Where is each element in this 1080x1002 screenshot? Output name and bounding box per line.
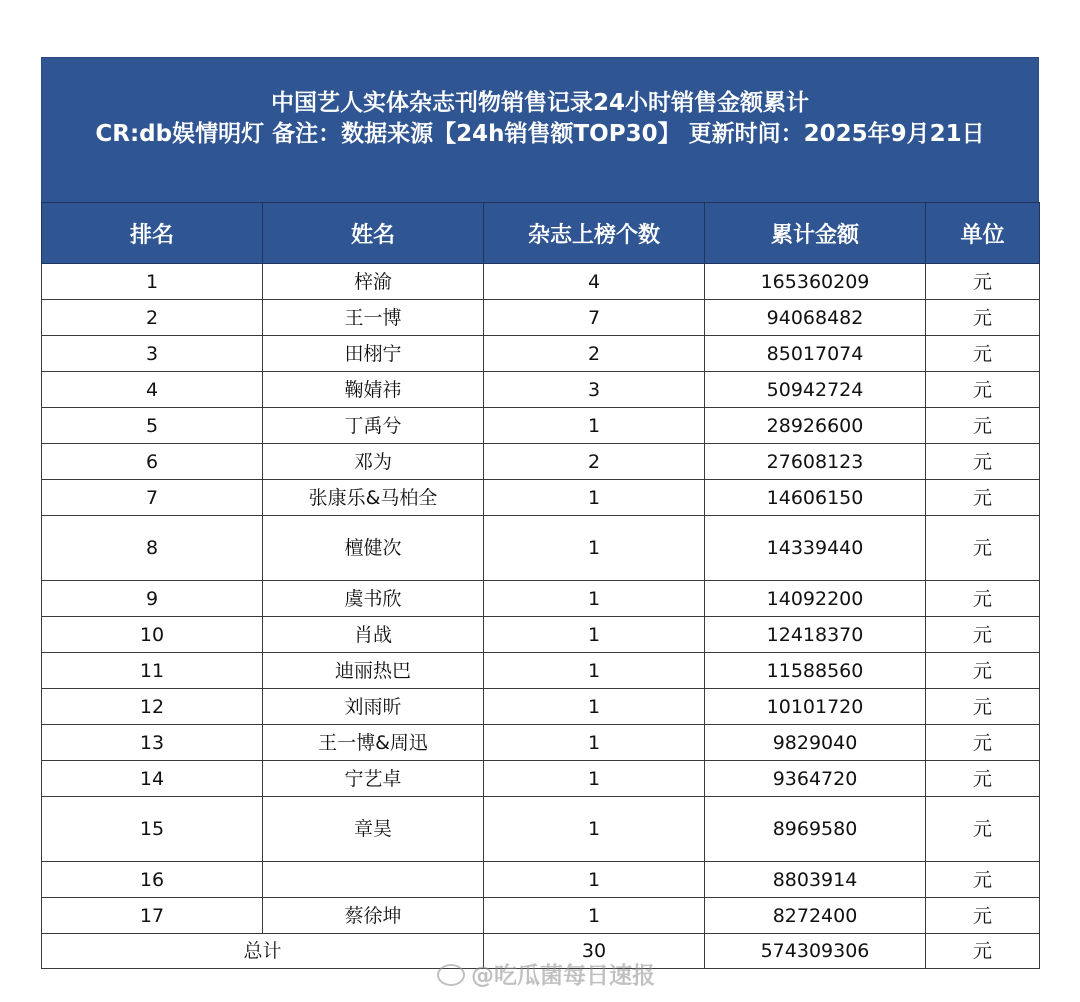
cell-name: 田栩宁 bbox=[263, 336, 484, 372]
cell-unit: 元 bbox=[926, 444, 1040, 480]
cell-rank: 1 bbox=[42, 264, 263, 300]
table-row bbox=[42, 581, 1040, 617]
cell-name: 丁禹兮 bbox=[263, 408, 484, 444]
cell-count: 1 bbox=[484, 516, 705, 581]
sales-table bbox=[41, 202, 1040, 969]
cell-amount: 28926600 bbox=[705, 408, 926, 444]
cell-unit: 元 bbox=[926, 761, 1040, 797]
cell-count: 1 bbox=[484, 689, 705, 725]
cell-rank: 9 bbox=[42, 581, 263, 617]
cell-unit: 元 bbox=[926, 480, 1040, 516]
cell-name: 邓为 bbox=[263, 444, 484, 480]
cell-rank: 15 bbox=[42, 797, 263, 862]
total-label: 总计 bbox=[42, 934, 484, 969]
total-amount: 574309306 bbox=[705, 934, 926, 969]
table-row bbox=[42, 689, 1040, 725]
watermark bbox=[437, 957, 655, 990]
cell-count: 1 bbox=[484, 797, 705, 862]
table-row bbox=[42, 408, 1040, 444]
title-line-1: 中国艺人实体杂志刊物销售记录24小时销售金额累计 bbox=[270, 90, 809, 116]
cell-unit: 元 bbox=[926, 862, 1040, 898]
cell-name bbox=[263, 862, 484, 898]
table-row bbox=[42, 797, 1040, 862]
cell-name: 章昊 bbox=[263, 797, 484, 862]
cell-count: 1 bbox=[484, 862, 705, 898]
cell-rank: 4 bbox=[42, 372, 263, 408]
cell-rank: 2 bbox=[42, 300, 263, 336]
table-body bbox=[42, 264, 1040, 934]
cell-count: 7 bbox=[484, 300, 705, 336]
cell-count: 1 bbox=[484, 408, 705, 444]
cell-count: 1 bbox=[484, 581, 705, 617]
cell-name: 梓渝 bbox=[263, 264, 484, 300]
sales-table-sheet bbox=[41, 57, 1039, 969]
cell-amount: 12418370 bbox=[705, 617, 926, 653]
cell-rank: 3 bbox=[42, 336, 263, 372]
cell-unit: 元 bbox=[926, 581, 1040, 617]
cell-amount: 8969580 bbox=[705, 797, 926, 862]
cell-amount: 165360209 bbox=[705, 264, 926, 300]
cell-name: 檀健次 bbox=[263, 516, 484, 581]
cell-name: 迪丽热巴 bbox=[263, 653, 484, 689]
cell-rank: 7 bbox=[42, 480, 263, 516]
cell-count: 1 bbox=[484, 725, 705, 761]
header-name: 姓名 bbox=[263, 203, 484, 264]
cell-unit: 元 bbox=[926, 797, 1040, 862]
cell-unit: 元 bbox=[926, 898, 1040, 934]
cell-rank: 17 bbox=[42, 898, 263, 934]
cell-rank: 11 bbox=[42, 653, 263, 689]
cell-name: 刘雨昕 bbox=[263, 689, 484, 725]
cell-rank: 12 bbox=[42, 689, 263, 725]
cell-rank: 6 bbox=[42, 444, 263, 480]
cell-unit: 元 bbox=[926, 725, 1040, 761]
cell-count: 1 bbox=[484, 617, 705, 653]
header-unit: 单位 bbox=[926, 203, 1040, 264]
cell-count: 1 bbox=[484, 898, 705, 934]
cell-amount: 8803914 bbox=[705, 862, 926, 898]
table-row bbox=[42, 653, 1040, 689]
total-count: 30 bbox=[484, 934, 705, 969]
cell-amount: 14606150 bbox=[705, 480, 926, 516]
cell-count: 3 bbox=[484, 372, 705, 408]
cell-amount: 10101720 bbox=[705, 689, 926, 725]
table-row bbox=[42, 336, 1040, 372]
total-unit: 元 bbox=[926, 934, 1040, 969]
cell-amount: 50942724 bbox=[705, 372, 926, 408]
table-row bbox=[42, 264, 1040, 300]
cell-unit: 元 bbox=[926, 264, 1040, 300]
table-row bbox=[42, 444, 1040, 480]
cell-name: 虞书欣 bbox=[263, 581, 484, 617]
cell-unit: 元 bbox=[926, 653, 1040, 689]
cell-name: 肖战 bbox=[263, 617, 484, 653]
weibo-icon bbox=[437, 964, 465, 986]
title-banner bbox=[41, 57, 1039, 202]
cell-amount: 8272400 bbox=[705, 898, 926, 934]
cell-rank: 5 bbox=[42, 408, 263, 444]
cell-name: 蔡徐坤 bbox=[263, 898, 484, 934]
table-row bbox=[42, 480, 1040, 516]
cell-amount: 27608123 bbox=[705, 444, 926, 480]
cell-count: 2 bbox=[484, 336, 705, 372]
cell-unit: 元 bbox=[926, 516, 1040, 581]
cell-amount: 9364720 bbox=[705, 761, 926, 797]
cell-unit: 元 bbox=[926, 617, 1040, 653]
cell-amount: 94068482 bbox=[705, 300, 926, 336]
header-count: 杂志上榜个数 bbox=[484, 203, 705, 264]
table-row bbox=[42, 617, 1040, 653]
cell-amount: 14092200 bbox=[705, 581, 926, 617]
title-line-2: CR:db娱情明灯 备注：数据来源【24h销售额TOP30】 更新时间：2025年9月21日 bbox=[95, 121, 985, 147]
header-amount: 累计金额 bbox=[705, 203, 926, 264]
cell-name: 张康乐&马柏全 bbox=[263, 480, 484, 516]
cell-name: 王一博&周迅 bbox=[263, 725, 484, 761]
cell-count: 1 bbox=[484, 480, 705, 516]
cell-count: 1 bbox=[484, 761, 705, 797]
cell-count: 2 bbox=[484, 444, 705, 480]
cell-rank: 8 bbox=[42, 516, 263, 581]
cell-name: 宁艺卓 bbox=[263, 761, 484, 797]
watermark-text: @吃瓜菌每日速报 bbox=[471, 963, 655, 989]
cell-name: 鞠婧祎 bbox=[263, 372, 484, 408]
table-row bbox=[42, 300, 1040, 336]
cell-rank: 16 bbox=[42, 862, 263, 898]
cell-amount: 9829040 bbox=[705, 725, 926, 761]
header-rank: 排名 bbox=[42, 203, 263, 264]
table-row bbox=[42, 725, 1040, 761]
cell-unit: 元 bbox=[926, 408, 1040, 444]
cell-unit: 元 bbox=[926, 372, 1040, 408]
table-row bbox=[42, 372, 1040, 408]
table-row bbox=[42, 761, 1040, 797]
cell-rank: 10 bbox=[42, 617, 263, 653]
cell-rank: 14 bbox=[42, 761, 263, 797]
cell-unit: 元 bbox=[926, 689, 1040, 725]
header-row bbox=[42, 203, 1040, 264]
table-row bbox=[42, 862, 1040, 898]
table-row bbox=[42, 516, 1040, 581]
table-row bbox=[42, 898, 1040, 934]
cell-amount: 11588560 bbox=[705, 653, 926, 689]
cell-unit: 元 bbox=[926, 336, 1040, 372]
cell-count: 4 bbox=[484, 264, 705, 300]
cell-count: 1 bbox=[484, 653, 705, 689]
cell-rank: 13 bbox=[42, 725, 263, 761]
cell-amount: 85017074 bbox=[705, 336, 926, 372]
cell-name: 王一博 bbox=[263, 300, 484, 336]
cell-amount: 14339440 bbox=[705, 516, 926, 581]
cell-unit: 元 bbox=[926, 300, 1040, 336]
